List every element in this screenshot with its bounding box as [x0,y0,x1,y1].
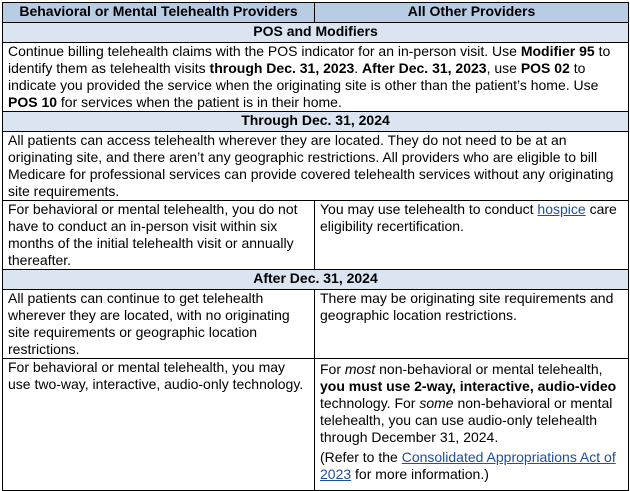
header-behavioral-providers: Behavioral or Mental Telehealth Providers [3,3,315,23]
after-behavioral-text-2: For behavioral or mental telehealth, you may use two-way, interactive, audio-only technology. [3,359,315,491]
refer-note: (Refer to the Consolidated Appropriations Act of 2023 for more information.) [320,449,616,482]
after-row-2 [3,359,629,491]
through-other-text: You may use telehealth to conduct hospice care eligibility recertification. [315,201,629,270]
header-row [3,3,629,23]
header-all-other-providers: All Other Providers [315,3,629,23]
through-date-emphasis: through Dec. 31, 2023 [209,60,355,76]
section-row-pos [3,23,629,43]
hospice-link[interactable]: hospice [537,201,586,217]
some-emphasis: some [419,395,454,411]
through-behavioral-text: For behavioral or mental telehealth, you do not have to conduct an in-person visit within six months of the initial telehealth visit or annually thereafter. [3,201,315,270]
audio-video-emphasis: you must use 2-way, interactive, audio-video [320,378,617,394]
pos-02-emphasis: POS 02 [520,60,570,76]
section-title-through-2024: Through Dec. 31, 2024 [3,112,629,132]
after-other-text-1: There may be originating site requirements and geographic location restrictions. [315,290,629,359]
after-row-1 [3,290,629,359]
after-behavioral-text-1: All patients can continue to get telehealth wherever they are located, with no originating site requirements or geographic location restrictions. [3,290,315,359]
telehealth-table [2,2,629,491]
modifier-95-emphasis: Modifier 95 [520,43,595,59]
section-title-after-2024: After Dec. 31, 2024 [3,270,629,290]
through-provider-row [3,201,629,270]
after-other-text-2 [315,359,629,491]
pos-modifiers-text: Continue billing telehealth claims with the POS indicator for an in-person visit. Use Modifier 95 to identify them as telehealth visits through Dec. 31, 2023. After Dec. 31, 2023, use POS 02 to indicate you provided the service when the originating site is other than the patient’s home. Use POS 10 for services when the patient is in their home. [3,43,629,112]
pos-10-emphasis: POS 10 [8,94,58,110]
through-all-patients-row [3,132,629,201]
through-all-patients-text: All patients can access telehealth wherever they are located. They do not need to be at an originating site, and there aren’t any geographic restrictions. All providers who are eligible to bill Medicare for professional services can provide covered telehealth services without any originating site requirements. [3,132,629,201]
audio-video-requirement: For most non-behavioral or mental telehealth, you must use 2-way, interactive, audio-video technology. For some non-behavioral or mental telehealth, you can use audio-only telehealth through December 31, 2024. [320,361,617,445]
section-row-after-2024 [3,270,629,290]
pos-row [3,43,629,112]
most-emphasis: most [344,361,376,377]
after-date-emphasis: After Dec. 31, 2023 [362,60,487,76]
section-title-pos-modifiers: POS and Modifiers [3,23,629,43]
section-row-through-2024 [3,112,629,132]
consolidated-appropriations-act-link[interactable]: Consolidated Appropriations Act of 2023 [320,449,616,482]
